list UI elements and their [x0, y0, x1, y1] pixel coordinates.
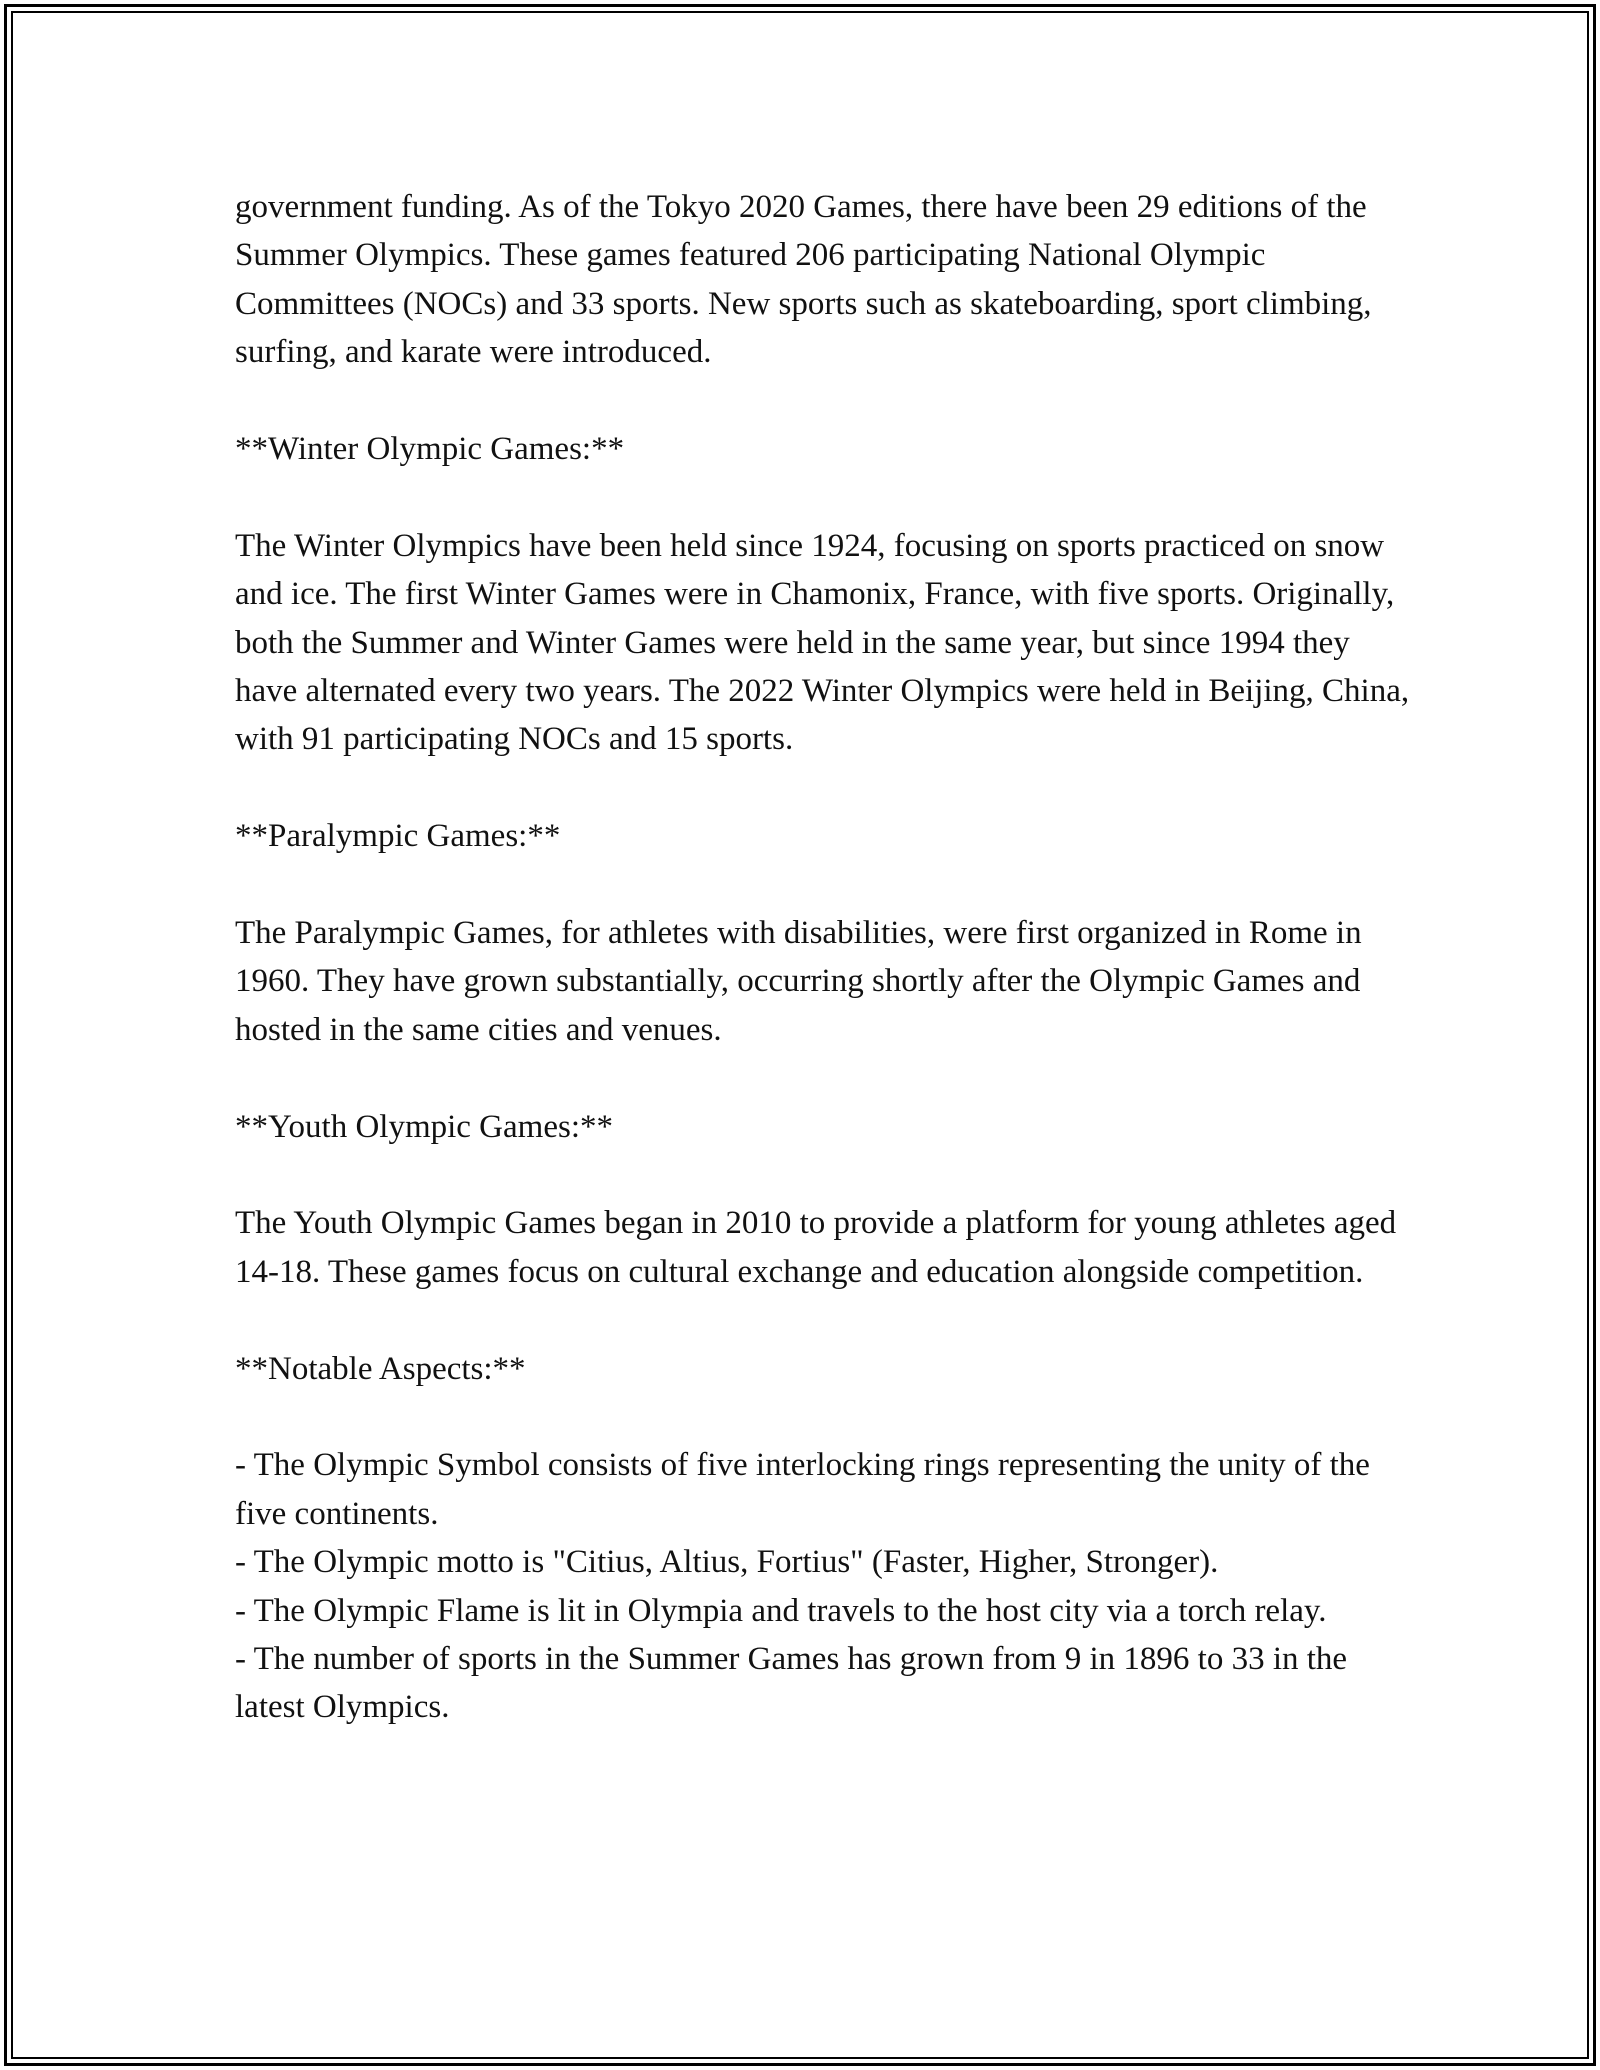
paragraph-paralympic-games: The Paralympic Games, for athletes with disabilities, were first organized in Rome in 1960. They have grown substantially, occurring shortly after the Olympic Games and hosted in the same cities and venues. — [235, 915, 1362, 1048]
heading-winter-olympics: **Winter Olympic Games:** — [235, 431, 625, 468]
heading-paralympic-games: **Paralympic Games:** — [235, 818, 561, 855]
bullet-olympic-flame: - The Olympic Flame is lit in Olympia and travels to the host city via a torch relay. — [235, 1592, 1327, 1629]
paragraph-summer-olympics: government funding. As of the Tokyo 2020 Games, there have been 29 editions of the Summer Olympics. These games featured 206 participating National Olympic Committees (NOCs) and 33 sports. New sports such as skateboarding, sport climbing, surfing, and karate were introduced. — [235, 189, 1372, 371]
bullet-olympic-symbol: - The Olympic Symbol consists of five interlocking rings representing the unity of the five continents. — [235, 1447, 1370, 1532]
paragraph-winter-olympics: The Winter Olympics have been held since 1924, focusing on sports practiced on snow and ice. The first Winter Games were in Chamonix, France, with five sports. Originally, both the Summer and Winter Games were held in the same year, but since 1994 they have alternated every two years. The 2022 Winter Olympics were held in Beijing, China, with 91 participating NOCs and 15 sports. — [235, 527, 1410, 758]
paragraph-youth-olympic-games: The Youth Olympic Games began in 2010 to provide a platform for young athletes aged 14-18. These games focus on cultural exchange and education alongside competition. — [235, 1205, 1397, 1290]
bullet-olympic-motto: - The Olympic motto is "Citius, Altius, Fortius" (Faster, Higher, Stronger). — [235, 1544, 1219, 1581]
notable-aspects-list — [235, 1441, 1415, 1731]
bullet-number-of-sports: - The number of sports in the Summer Games has grown from 9 in 1896 to 33 in the latest Olympics. — [235, 1641, 1348, 1726]
heading-youth-olympic-games: **Youth Olympic Games:** — [235, 1108, 613, 1145]
heading-notable-aspects: **Notable Aspects:** — [235, 1350, 526, 1387]
document-body — [235, 183, 1415, 1732]
